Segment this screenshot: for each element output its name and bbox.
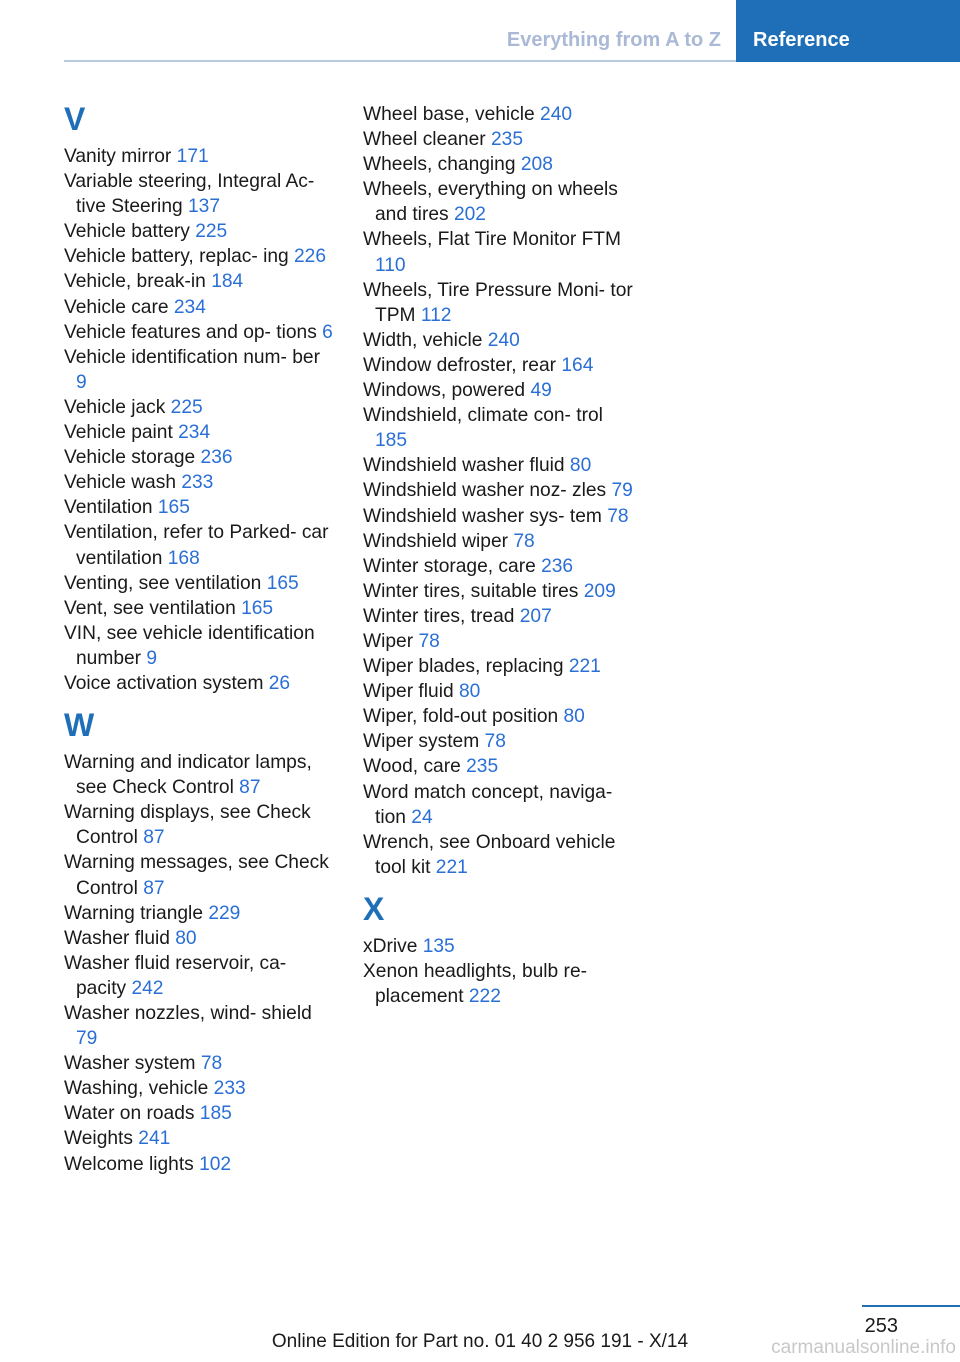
index-entry-text: Wrench, see Onboard vehicle tool kit: [363, 831, 616, 878]
index-entry: [64, 1051, 334, 1076]
index-entry-text: Window defroster, rear: [363, 354, 562, 376]
index-entry: [64, 345, 334, 395]
chapter-tab-label: Reference: [753, 29, 850, 51]
index-entry-text: Variable steering, Integral Ac- tive Steering: [64, 171, 315, 218]
page-reference-link[interactable]: 79: [76, 1028, 98, 1050]
index-entry-text: Warning triangle: [64, 902, 209, 924]
index-entry: [64, 951, 334, 1001]
index-entry-text: Vehicle features and op- tions: [64, 321, 323, 343]
page-reference-link[interactable]: 87: [239, 777, 261, 799]
page-reference-link[interactable]: 80: [563, 706, 585, 728]
index-entry: [64, 1126, 334, 1151]
index-entry: [64, 671, 334, 696]
index-entry: [64, 420, 334, 445]
index-entry-text: Windows, powered: [363, 380, 531, 402]
index-entry: [363, 934, 633, 959]
index-entry-text: Wheels, changing: [363, 154, 521, 176]
index-entry-text: Windshield washer fluid: [363, 455, 570, 477]
page-reference-link[interactable]: 235: [490, 129, 523, 151]
page-reference-link[interactable]: 78: [513, 530, 535, 552]
index-entry: [363, 554, 633, 579]
index-entry-text: Venting, see ventilation: [64, 572, 267, 594]
page-reference-link[interactable]: 225: [170, 396, 203, 418]
index-entry-text: Wheel cleaner: [363, 129, 491, 151]
index-entry-text: Windshield, climate con- trol: [363, 405, 603, 427]
index-entry: [64, 571, 334, 596]
page-reference-link[interactable]: 207: [519, 605, 552, 627]
index-entry: [64, 596, 334, 621]
page-reference-link[interactable]: 221: [568, 656, 601, 678]
index-entry-text: Vehicle paint: [64, 422, 179, 444]
page-reference-link[interactable]: 221: [435, 856, 468, 878]
page-reference-link[interactable]: 80: [569, 455, 592, 477]
index-entry-text: Winter tires, suitable tires: [363, 580, 584, 602]
page-reference-link[interactable]: 26: [268, 672, 291, 694]
page-reference-link[interactable]: 234: [178, 422, 211, 444]
page-reference-link[interactable]: 236: [541, 555, 574, 577]
index-entry: [363, 604, 633, 629]
page-reference-link[interactable]: 9: [76, 371, 87, 393]
index-entry-text: Vanity mirror: [64, 146, 177, 167]
index-entry-text: Ventilation, refer to Parked- car ventilation: [64, 522, 329, 569]
page-reference-link[interactable]: 171: [176, 146, 209, 167]
page-reference-link[interactable]: 78: [484, 731, 506, 753]
index-entry: [363, 754, 633, 779]
page-reference-link[interactable]: 78: [200, 1053, 223, 1075]
index-entry-text: Washer fluid: [64, 927, 176, 949]
index-entry-text: VIN, see vehicle identification number: [64, 622, 315, 669]
index-entry: [363, 102, 633, 127]
page-reference-link[interactable]: 102: [199, 1153, 232, 1175]
index-letter-heading: V: [64, 101, 86, 137]
page-reference-link[interactable]: 49: [530, 380, 552, 402]
index-entry: [363, 529, 633, 554]
index-entry-text: Vehicle jack: [64, 396, 171, 418]
index-entry-text: Vehicle storage: [64, 447, 201, 469]
page-reference-link[interactable]: 241: [138, 1128, 171, 1150]
page-reference-link[interactable]: 233: [213, 1078, 246, 1100]
page-reference-link[interactable]: 135: [422, 935, 455, 957]
page-reference-link[interactable]: 165: [241, 597, 274, 619]
index-entry-text: Vehicle, break-in: [64, 271, 212, 293]
index-entry: [363, 127, 633, 152]
index-entry: [363, 378, 633, 403]
page-reference-link[interactable]: 112: [420, 304, 452, 326]
index-entry: [363, 959, 633, 1009]
index-entry: [64, 901, 334, 926]
page-number-rule: [862, 1305, 960, 1307]
section-title: Everything from A to Z: [506, 29, 721, 51]
index-entry-text: Wood, care: [363, 756, 467, 778]
index-entry: [64, 144, 334, 169]
index-entry-text: Winter tires, tread: [363, 605, 520, 627]
index-entry: [64, 800, 334, 850]
index-entry-text: Warning and indicator lamps, see Check Control: [64, 752, 312, 799]
index-entry: [363, 729, 633, 754]
index-entry: [64, 169, 334, 219]
index-entry: [64, 219, 334, 244]
index-entry: [64, 1152, 334, 1177]
index-entry-text: Windshield wiper: [363, 530, 514, 552]
page-reference-link[interactable]: 225: [195, 221, 228, 243]
index-entry: [64, 1101, 334, 1126]
index-entry: [363, 704, 633, 729]
page-reference-link[interactable]: 242: [131, 977, 164, 999]
page-reference-link[interactable]: 110: [375, 254, 406, 276]
index-entry-text: Vent, see ventilation: [64, 597, 242, 619]
index-entry: [64, 750, 334, 800]
page-reference-link[interactable]: 185: [199, 1103, 232, 1125]
index-entry: [363, 353, 633, 378]
page-reference-link[interactable]: 208: [520, 154, 553, 176]
chapter-tab: [736, 0, 960, 62]
index-entry-text: Xenon headlights, bulb re- placement: [363, 961, 588, 1008]
page-reference-link[interactable]: 165: [157, 497, 190, 519]
page-reference-link[interactable]: 184: [211, 271, 244, 293]
index-entry-text: Windshield washer noz- zles: [363, 480, 612, 502]
index-entry-text: Wheels, Flat Tire Monitor FTM: [363, 229, 622, 251]
index-entry: [363, 227, 633, 277]
index-entry-text: Windshield washer sys- tem: [363, 505, 608, 527]
page-reference-link[interactable]: 80: [175, 927, 197, 949]
index-entry: [363, 152, 633, 177]
page-reference-link[interactable]: 78: [607, 505, 629, 527]
index-column-left: [64, 102, 334, 1177]
index-entry: [64, 470, 334, 495]
page-reference-link[interactable]: 240: [540, 104, 573, 125]
index-entry: [64, 495, 334, 520]
page-reference-link[interactable]: 240: [487, 329, 520, 351]
page-reference-link[interactable]: 6: [322, 321, 333, 343]
page-reference-link[interactable]: 87: [143, 827, 165, 849]
index-entry-text: Vehicle care: [64, 296, 174, 318]
page-reference-link[interactable]: 80: [458, 681, 481, 703]
index-entry-text: Water on roads: [64, 1103, 200, 1125]
index-entry-text: Weights: [64, 1128, 139, 1150]
index-entry-text: Vehicle identification num- ber: [64, 346, 320, 368]
index-entry-text: Wiper blades, replacing: [363, 656, 569, 678]
index-entry-text: Wheels, everything on wheels and tires: [363, 179, 618, 226]
index-entry: [64, 295, 334, 320]
index-entry-text: Wheel base, vehicle: [363, 104, 541, 125]
index-entry: [363, 328, 633, 353]
index-entry: [64, 926, 334, 951]
index-entry-text: Wiper, fold-out position: [363, 706, 564, 728]
index-entry: [363, 478, 633, 503]
edition-footer: Online Edition for Part no. 01 40 2 956 191 - X/14: [271, 1331, 689, 1352]
index-entry: [64, 850, 334, 900]
index-entry: [363, 780, 633, 830]
index-entry-text: Washer system: [64, 1053, 201, 1075]
page-reference-link[interactable]: 185: [375, 430, 408, 452]
page-reference-link[interactable]: 235: [466, 756, 499, 778]
index-entry: [363, 403, 633, 453]
index-entry-text: Vehicle battery: [64, 221, 196, 243]
index-entry-text: Vehicle battery, replac- ing: [64, 246, 295, 268]
index-entry-text: Washer nozzles, wind- shield: [64, 1003, 312, 1024]
page-number: 253: [864, 1315, 898, 1337]
page-reference-link[interactable]: 229: [208, 902, 241, 924]
index-entry: [64, 1076, 334, 1101]
index-letter-heading: W: [64, 707, 95, 744]
index-letter-heading: X: [363, 890, 385, 927]
index-entry: [363, 579, 633, 604]
page-reference-link[interactable]: 87: [143, 877, 165, 899]
index-entry-text: Washing, vehicle: [64, 1078, 214, 1100]
page-reference-link[interactable]: 24: [411, 806, 433, 828]
index-entry: [363, 278, 633, 328]
index-entry-text: Wiper fluid: [363, 681, 459, 703]
page-reference-link[interactable]: 9: [146, 647, 158, 669]
index-entry: [64, 320, 334, 345]
index-entry: [363, 629, 633, 654]
page-reference-link[interactable]: 234: [173, 296, 206, 318]
page-reference-link[interactable]: 164: [561, 354, 594, 376]
page-reference-link[interactable]: 226: [294, 246, 327, 268]
index-entry-text: Wiper system: [363, 731, 485, 753]
index-entry: [363, 177, 633, 227]
page-reference-link[interactable]: 168: [167, 547, 200, 569]
page-reference-link[interactable]: 209: [583, 580, 616, 602]
index-entry: [64, 269, 334, 294]
page-reference-link[interactable]: 78: [418, 630, 440, 652]
index-entry: [64, 244, 334, 269]
index-entry-text: Winter storage, care: [363, 555, 542, 577]
index-entry: [64, 621, 334, 671]
index-entry: [64, 395, 334, 420]
index-entry: [363, 654, 633, 679]
index-entry: [363, 830, 633, 880]
index-entry-text: Warning displays, see Check Control: [64, 802, 311, 849]
index-entry-text: Washer fluid reservoir, ca- pacity: [64, 952, 287, 999]
index-entry-text: xDrive: [363, 935, 423, 957]
index-entry-text: Voice activation system: [64, 672, 269, 694]
index-entry-text: Ventilation: [64, 497, 158, 519]
page-reference-link[interactable]: 233: [181, 472, 214, 494]
index-entry: [363, 453, 633, 478]
index-column-right: [363, 102, 633, 1009]
index-entry-text: Wiper: [363, 630, 419, 652]
index-entry-text: Warning messages, see Check Control: [64, 852, 329, 899]
page-reference-link[interactable]: 137: [188, 196, 221, 218]
index-entry-text: Welcome lights: [64, 1153, 200, 1175]
page-reference-link[interactable]: 202: [453, 204, 486, 226]
index-entry-text: Wheels, Tire Pressure Moni- tor TPM: [363, 279, 633, 326]
page-reference-link[interactable]: 222: [468, 986, 501, 1008]
index-entry: [64, 520, 334, 570]
index-entry: [64, 1001, 334, 1051]
page-reference-link[interactable]: 165: [266, 572, 299, 594]
index-entry: [363, 679, 633, 704]
page-reference-link[interactable]: 79: [611, 480, 633, 502]
index-entry: [64, 445, 334, 470]
page-reference-link[interactable]: 236: [200, 447, 233, 469]
index-entry-text: Vehicle wash: [64, 472, 182, 494]
index-entry-text: Width, vehicle: [363, 329, 488, 351]
index-entry: [363, 504, 633, 529]
index-entry-text: Word match concept, naviga- tion: [363, 781, 613, 828]
watermark: carmanualsonline.info: [771, 1337, 956, 1358]
